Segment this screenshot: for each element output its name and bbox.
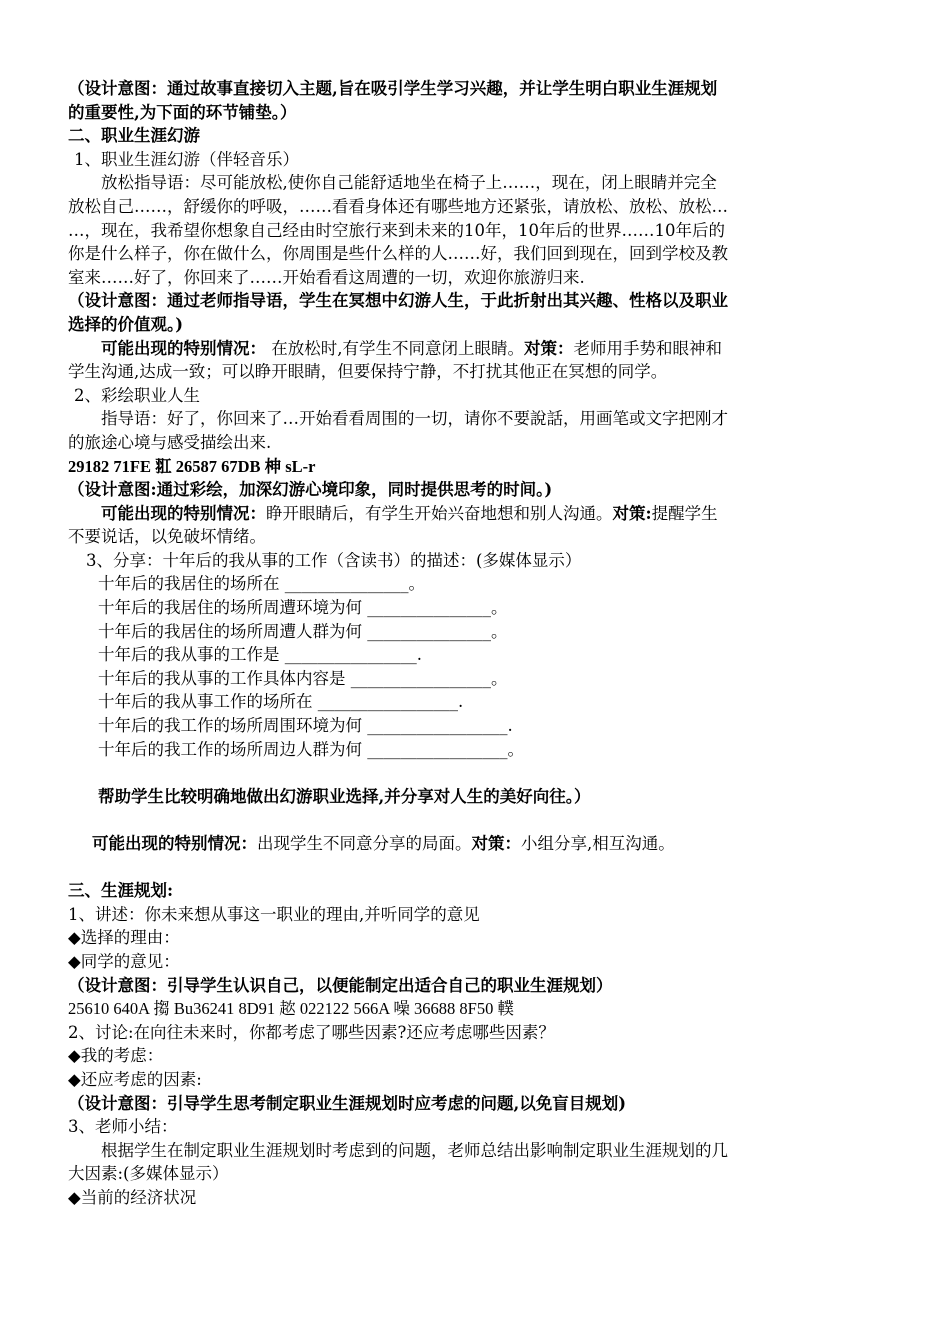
code-line-2: 25610 640A 搊 Bu36241 8D91 趑 022122 566A 噪 36688 8F50 轐 <box>68 999 514 1019</box>
strategy-label: 对策： <box>471 834 521 853</box>
code-line-1: 29182 71FE 羾 26587 67DB 柛 sL-r <box>68 456 316 476</box>
draw-guide-line-1: 指导语：好了，你回来了…开始看看周围的一切，请你不要說話，用画笔或文字把刚才 <box>101 409 728 429</box>
special-case-label: 可能出现的特别情况： <box>101 503 266 523</box>
fill-in-line: 十年后的我从事的工作是 ________________. <box>98 645 422 665</box>
strategy-text: 提醒学生 <box>651 503 718 523</box>
step-3-3-heading: 3、老师小结： <box>68 1117 178 1137</box>
design-intent-1-cont: 的重要性,为下面的环节铺垫。） <box>68 102 297 122</box>
fill-in-line: 十年后的我工作的场所周围环境为何 _________________. <box>98 716 513 736</box>
special-case-label: 可能出现的特别情况： <box>92 834 257 853</box>
summary-line-2: 大因素:(多媒体显示） <box>68 1164 229 1184</box>
fill-in-line: 十年后的我居住的场所周遭环境为何 _______________。 <box>98 598 508 618</box>
design-intent-1: （设计意图：通过故事直接切入主题,旨在吸引学生学习兴趣，并让学生明白职业生涯规划 <box>68 79 718 98</box>
relax-guide-line-2: 放松自己……，舒缓你的呼吸，……看看身体还有哪些地方还紧张，请放松、放松、放松… <box>68 196 728 216</box>
fill-in-line: 十年后的我从事的工作具体内容是 _________________。 <box>98 668 508 688</box>
bullet-item: ◆同学的意见： <box>68 951 180 971</box>
bullet-item: ◆选择的理由： <box>68 928 180 948</box>
summary-line-1: 根据学生在制定职业生涯规划时考虑到的问题，老师总结出影响制定职业生涯规划的几 <box>101 1140 728 1160</box>
draw-guide-line-2: 的旅途心境与感受描绘出来. <box>68 432 272 452</box>
relax-guide-line-1: 放松指导语：尽可能放松,使你自己能舒适地坐在椅子上……，现在，闭上眼睛并完全 <box>101 173 717 193</box>
design-intent-5: （设计意图：引导学生思考制定职业生涯规划时应考虑的问题,以免盲目规划) <box>68 1093 627 1113</box>
bullet-item: ◆还应考虑的因素: <box>68 1069 202 1089</box>
special-case-1 <box>68 337 886 361</box>
relax-guide-line-5: 室来……好了，你回来了……开始看看这周遭的一切，欢迎你旅游归来. <box>68 267 585 287</box>
step-2-3-heading: 3、分享：十年后的我从事的工作（含读书）的描述：(多媒体显示） <box>86 550 582 570</box>
help-note: 帮助学生比较明确地做出幻游职业选择,并分享对人生的美好向往。） <box>98 786 591 806</box>
special-case-label: 可能出现的特别情况： <box>101 338 266 358</box>
design-intent-4: （设计意图：引导学生认识自己，以便能制定出适合自己的职业生涯规划） <box>68 975 613 995</box>
section-2-heading: 二、职业生涯幻游 <box>68 126 200 146</box>
step-2-2-heading: 2、彩绘职业人生 <box>74 385 200 405</box>
spacer <box>68 856 886 880</box>
fill-in-line: 十年后的我从事工作的场所在 _________________. <box>98 692 464 712</box>
design-intent-2-cont: 选择的价值观。) <box>68 314 184 334</box>
special-case-1-cont: 学生沟通,达成一致；可以睁开眼睛，但要保持宁静，不打扰其他正在冥想的同学。 <box>68 362 668 382</box>
special-case-text: 出现学生不同意分享的局面。 <box>257 834 472 853</box>
bullet-item: ◆当前的经济状况 <box>68 1187 197 1207</box>
relax-guide-line-3: …，现在，我希望你想象自己经由时空旅行来到未来的10年，10年后的世界……10年后的 <box>68 220 725 240</box>
document-body <box>68 77 886 1210</box>
relax-guide-line-4: 你是什么样子，你在做什么，你周围是些什么样的人……好，我们回到现在，回到学校及教 <box>68 244 728 264</box>
fill-in-line: 十年后的我居住的场所在 _______________。 <box>98 574 425 594</box>
special-case-2-cont: 不要说话，以免破坏情绪。 <box>68 527 266 547</box>
strategy-label: 对策： <box>524 338 574 358</box>
bullet-item: ◆我的考虑： <box>68 1046 164 1066</box>
fill-in-line: 十年后的我居住的场所周遭人群为何 _______________。 <box>98 621 508 641</box>
design-intent-3: （设计意图:通过彩绘，加深幻游心境印象，同时提供思考的时间。) <box>68 480 553 500</box>
design-intent-2: （设计意图：通过老师指导语，学生在冥想中幻游人生，于此折射出其兴趣、性格以及职业 <box>68 291 728 311</box>
spacer <box>68 808 886 832</box>
special-case-text: 睁开眼睛后，有学生开始兴奋地想和别人沟通。 <box>266 503 613 523</box>
strategy-label: 对策: <box>612 503 652 523</box>
special-case-3 <box>68 832 886 856</box>
step-2-1-heading: 1、职业生涯幻游（伴轻音乐） <box>74 149 299 169</box>
spacer <box>68 761 886 785</box>
special-case-2 <box>68 502 886 526</box>
step-3-1-heading: 1、讲述：你未来想从事这一职业的理由,并听同学的意见 <box>68 904 480 924</box>
fill-in-line: 十年后的我工作的场所周边人群为何 _________________。 <box>98 739 524 759</box>
step-3-2-heading: 2、讨论:在向往未来时，你都考虑了哪些因素?还应考虑哪些因素？ <box>68 1022 555 1042</box>
section-3-heading: 三、生涯规划: <box>68 881 174 901</box>
strategy-text: 老师用手势和眼神和 <box>573 338 722 358</box>
special-case-text: 在放松时,有学生不同意闭上眼睛。 <box>266 338 524 358</box>
strategy-text: 小组分享,相互沟通。 <box>521 834 675 853</box>
